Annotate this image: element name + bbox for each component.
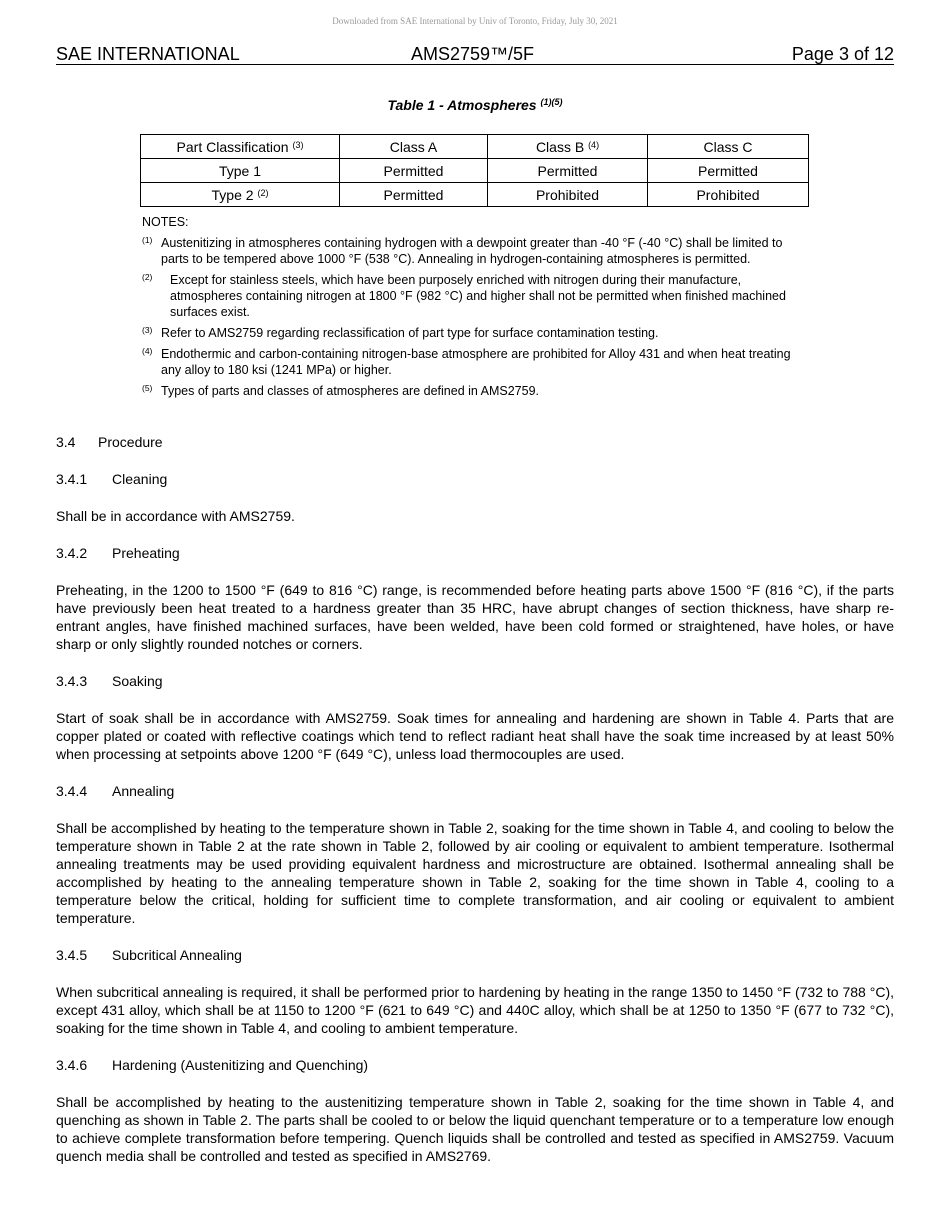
- header-cell: Class B $^{(4)}$: [488, 135, 648, 159]
- header-cell: Class A: [340, 135, 488, 159]
- table-1-title: Table 1 - Atmospheres $^{(1)(5)}$: [387, 97, 563, 113]
- note-item: (5) Types of parts and classes of atmospheres are defined in AMS2759.: [142, 383, 539, 398]
- table-row: [141, 159, 809, 183]
- note-item: (4) Endothermic and carbon-containing nitrogen-base atmosphere are prohibited for Alloy 431 and when heat treating any alloy to 180 ksi (1241 MPa) or higher.: [142, 346, 791, 377]
- section-heading-cleaning: 3.4.1 Cleaning: [56, 471, 168, 487]
- table-cell: Permitted: [340, 183, 488, 207]
- header-cell: Part Classification $^{(3)}$: [141, 135, 340, 159]
- note-item: (2) Except for stainless steels, which have been purposely enriched with nitrogen during their manufacture, atmospheres containing nitrogen at 1800 °F (982 °C) and higher shall not be permitted when finished machined surfaces exist.: [142, 272, 786, 319]
- table-cell: Prohibited: [488, 183, 648, 207]
- section-text-annealing: Shall be accomplished by heating to the temperature shown in Table 2, soaking for the time shown in Table 4, and cooling to below the temperature shown in Table 2 at the rate shown in Table 2, followed by air cooling or equivalent to ambient temperature. Isothermal annealing treatments may be used providing equivalent hardness and microstructure are obtained. Isothermal annealing shall be accomplished by heating to the annealing temperature shown in Table 2, soaking for the time shown in Table 4, cooling to a temperature below the critical, holding for sufficient time to complete transformation, and air cooling or equivalent to ambient temperature.: [56, 820, 894, 926]
- table-cell: Prohibited: [648, 183, 809, 207]
- table-header-row: [141, 135, 809, 159]
- section-text-subcritical-annealing: When subcritical annealing is required, it shall be performed prior to hardening by heating in the range 1350 to 1450 °F (732 to 788 °C), except 431 alloy, which shall be at 1150 to 1200 °F (621 to 649 °C) and 440C alloy, which shall be at 1250 to 1350 °F (677 to 732 °C), soaking for the time shown in Table 4, and cooling to ambient temperature.: [56, 984, 894, 1036]
- section-heading-soaking: 3.4.3 Soaking: [56, 673, 163, 689]
- header-doc-number: AMS2759™/5F: [411, 44, 535, 64]
- atmospheres-table: [140, 134, 809, 207]
- section-text-soaking: Start of soak shall be in accordance with AMS2759. Soak times for annealing and hardening are shown in Table 4. Parts that are copper plated or coated with reflective coatings which tend to reflect radiant heat shall have the soak time increased by at least 50% when processing at setpoints above 1200 °F (649 °C), unless load thermocouples are used.: [56, 710, 894, 762]
- row-label: Type 2 $^{(2)}$: [141, 183, 340, 207]
- row-label: Type 1: [141, 159, 340, 183]
- header-org: SAE INTERNATIONAL: [56, 44, 240, 64]
- document-body: [56, 433, 894, 1184]
- notes-title: NOTES:: [142, 215, 189, 229]
- table-row: [141, 183, 809, 207]
- section-text-cleaning: Shall be in accordance with AMS2759.: [56, 508, 295, 524]
- section-heading-hardening: 3.4.6 Hardening (Austenitizing and Quenching): [56, 1057, 369, 1073]
- header-cell: Class C: [648, 135, 809, 159]
- table-cell: Permitted: [340, 159, 488, 183]
- table-cell: Permitted: [488, 159, 648, 183]
- section-heading-preheating: 3.4.2 Preheating: [56, 545, 180, 561]
- page-header: [56, 44, 894, 65]
- note-item: (1) Austenitizing in atmospheres containing hydrogen with a dewpoint greater than -40 °F (-40 °C) shall be limited to parts to be tempered above 1000 °F (538 °C). Annealing in hydrogen-containing atmospheres is permitted.: [142, 235, 783, 266]
- section-heading-annealing: 3.4.4 Annealing: [56, 783, 175, 799]
- table-notes: [142, 214, 807, 404]
- section-text-hardening: Shall be accomplished by heating to the austenitizing temperature shown in Table 2, soaking for the time shown in Table 4, and quenching as shown in Table 2. The parts shall be cooled to or below the liquid quenchant temperature or to a temperature low enough to achieve complete transformation before tempering. Quench liquids shall be controlled and tested as specified in AMS2759. Vacuum quench media shall be controlled and tested as specified in AMS2769.: [56, 1094, 894, 1164]
- section-heading-procedure: 3.4 Procedure: [56, 434, 163, 450]
- section-heading-subcritical-annealing: 3.4.5 Subcritical Annealing: [56, 947, 242, 963]
- download-watermark: Downloaded from SAE International by Univ of Toronto, Friday, July 30, 2021: [332, 16, 618, 26]
- note-item: (3) Refer to AMS2759 regarding reclassification of part type for surface contamination testing.: [142, 325, 659, 340]
- table-cell: Permitted: [648, 159, 809, 183]
- section-text-preheating: Preheating, in the 1200 to 1500 °F (649 to 816 °C) range, is recommended before heating parts above 1500 °F (816 °C), if the parts have previously been heat treated to a hardness greater than 35 HRC, have abrupt changes of section thickness, have sharp re-entrant angles, have finished machined surfaces, have been welded, have been cold formed or straightened, have holes, or have sharp or only slightly rounded notches or corners.: [56, 582, 894, 652]
- header-page-number: Page 3 of 12: [791, 44, 894, 64]
